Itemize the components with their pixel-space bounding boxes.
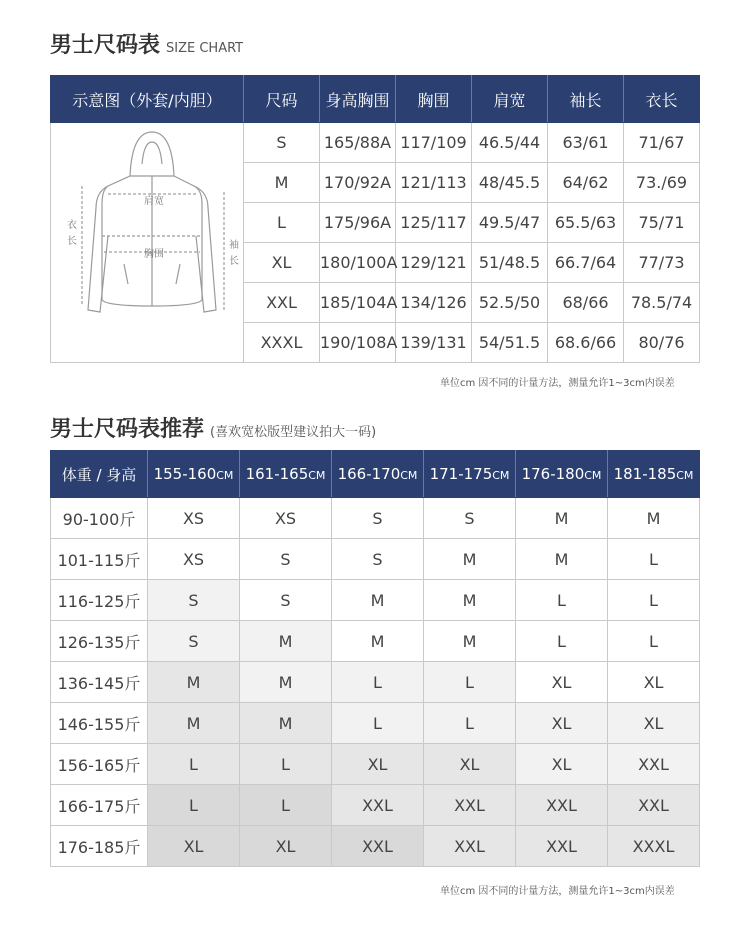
left-sleeve bbox=[88, 186, 108, 312]
measure-cell: 52.5/50 bbox=[472, 283, 548, 323]
size-recommend-cell: L bbox=[240, 785, 332, 826]
size-cell: XL bbox=[244, 243, 320, 283]
measure-cell: 54/51.5 bbox=[472, 323, 548, 363]
size-recommend-cell: XXL bbox=[516, 826, 608, 867]
size-recommend-cell: S bbox=[332, 539, 424, 580]
size-recommend-cell: L bbox=[332, 662, 424, 703]
recommend-title-text: 男士尺码表推荐 bbox=[50, 417, 205, 442]
size-chart-header-row bbox=[51, 76, 700, 123]
table-row bbox=[51, 744, 700, 785]
hood-outline bbox=[130, 132, 174, 176]
sleeve-label: 袖长 bbox=[229, 239, 239, 267]
measure-cell: 64/62 bbox=[548, 163, 624, 203]
size-recommend-cell: M bbox=[424, 621, 516, 662]
weight-cell: 136-145斤 bbox=[51, 662, 148, 703]
size-recommend-cell: L bbox=[424, 662, 516, 703]
weight-cell: 166-175斤 bbox=[51, 785, 148, 826]
weight-cell: 116-125斤 bbox=[51, 580, 148, 621]
size-recommend-cell: L bbox=[608, 621, 700, 662]
measure-cell: 48/45.5 bbox=[472, 163, 548, 203]
measure-cell: 170/92A bbox=[320, 163, 396, 203]
header-weight-height: 体重 / 身高 bbox=[51, 451, 148, 498]
measure-cell: 180/100A bbox=[320, 243, 396, 283]
shoulder-label: 肩宽 bbox=[144, 195, 164, 207]
size-recommend-cell: M bbox=[240, 662, 332, 703]
size-recommend-cell: XL bbox=[608, 662, 700, 703]
size-cell: XXXL bbox=[244, 323, 320, 363]
size-recommend-cell: L bbox=[332, 703, 424, 744]
size-recommend-cell: M bbox=[424, 580, 516, 621]
recommend-subtitle: (喜欢宽松版型建议拍大一码) bbox=[210, 425, 377, 440]
size-recommend-cell: M bbox=[148, 703, 240, 744]
weight-cell: 126-135斤 bbox=[51, 621, 148, 662]
size-cell: M bbox=[244, 163, 320, 203]
header-height-chest: 身高胸围 bbox=[320, 76, 396, 123]
height-header: 176-180CM bbox=[516, 451, 608, 498]
measure-cell: 190/108A bbox=[320, 323, 396, 363]
size-recommend-cell: S bbox=[240, 539, 332, 580]
height-header: 171-175CM bbox=[424, 451, 516, 498]
header-diagram: 示意图（外套/内胆） bbox=[51, 76, 244, 123]
measure-cell: 49.5/47 bbox=[472, 203, 548, 243]
header-shoulder: 肩宽 bbox=[472, 76, 548, 123]
hood-opening bbox=[142, 142, 162, 164]
measure-cell: 175/96A bbox=[320, 203, 396, 243]
measure-cell: 125/117 bbox=[396, 203, 472, 243]
size-recommend-cell: L bbox=[148, 785, 240, 826]
size-recommend-cell: XXL bbox=[516, 785, 608, 826]
size-recommend-cell: S bbox=[332, 498, 424, 539]
size-recommend-cell: M bbox=[332, 580, 424, 621]
measure-cell: 68.6/66 bbox=[548, 323, 624, 363]
right-sleeve bbox=[194, 186, 216, 312]
size-recommend-cell: M bbox=[516, 498, 608, 539]
measure-cell: 165/88A bbox=[320, 123, 396, 163]
size-chart-table bbox=[50, 75, 700, 363]
table-row bbox=[51, 498, 700, 539]
header-sleeve: 袖长 bbox=[548, 76, 624, 123]
weight-cell: 146-155斤 bbox=[51, 703, 148, 744]
table-row bbox=[51, 123, 700, 163]
size-recommend-cell: XS bbox=[148, 539, 240, 580]
size-recommend-cell: M bbox=[240, 621, 332, 662]
height-header: 166-170CM bbox=[332, 451, 424, 498]
height-header: 155-160CM bbox=[148, 451, 240, 498]
size-chart-note: 单位cm 因不同的计量方法，测量允许1~3cm内误差 bbox=[440, 378, 675, 389]
measure-cell: 77/73 bbox=[624, 243, 700, 283]
pocket-left bbox=[124, 264, 128, 284]
size-recommend-cell: M bbox=[516, 539, 608, 580]
table-row bbox=[51, 539, 700, 580]
weight-cell: 90-100斤 bbox=[51, 498, 148, 539]
size-recommend-cell: XXL bbox=[424, 826, 516, 867]
size-recommend-cell: M bbox=[424, 539, 516, 580]
measure-cell: 78.5/74 bbox=[624, 283, 700, 323]
table-row bbox=[51, 826, 700, 867]
measure-cell: 139/131 bbox=[396, 323, 472, 363]
header-length: 衣长 bbox=[624, 76, 700, 123]
size-recommend-cell: XXL bbox=[332, 785, 424, 826]
header-chest: 胸围 bbox=[396, 76, 472, 123]
weight-cell: 101-115斤 bbox=[51, 539, 148, 580]
size-recommend-cell: M bbox=[332, 621, 424, 662]
measure-cell: 134/126 bbox=[396, 283, 472, 323]
size-recommend-cell: XL bbox=[332, 744, 424, 785]
table-row bbox=[51, 662, 700, 703]
size-recommend-cell: S bbox=[148, 580, 240, 621]
size-recommend-cell: XL bbox=[608, 703, 700, 744]
size-cell: L bbox=[244, 203, 320, 243]
measure-cell: 68/66 bbox=[548, 283, 624, 323]
size-chart-title bbox=[50, 28, 243, 59]
size-recommend-cell: L bbox=[240, 744, 332, 785]
size-cell: S bbox=[244, 123, 320, 163]
size-recommend-cell: L bbox=[516, 580, 608, 621]
size-recommend-cell: XL bbox=[424, 744, 516, 785]
recommend-title bbox=[50, 412, 376, 443]
height-header: 181-185CM bbox=[608, 451, 700, 498]
table-row bbox=[51, 703, 700, 744]
size-cell: XXL bbox=[244, 283, 320, 323]
jacket-diagram-svg bbox=[52, 124, 242, 358]
size-recommend-cell: XL bbox=[516, 744, 608, 785]
length-label: 衣长 bbox=[67, 219, 77, 247]
measure-cell: 117/109 bbox=[396, 123, 472, 163]
size-recommend-cell: L bbox=[608, 580, 700, 621]
measure-cell: 65.5/63 bbox=[548, 203, 624, 243]
size-recommend-cell: S bbox=[148, 621, 240, 662]
size-recommend-cell: XXL bbox=[608, 785, 700, 826]
measure-cell: 121/113 bbox=[396, 163, 472, 203]
size-recommend-cell: S bbox=[424, 498, 516, 539]
size-recommend-cell: XL bbox=[516, 703, 608, 744]
size-recommend-cell: XL bbox=[240, 826, 332, 867]
size-recommend-cell: XS bbox=[148, 498, 240, 539]
table-row bbox=[51, 580, 700, 621]
measure-cell: 80/76 bbox=[624, 323, 700, 363]
header-size: 尺码 bbox=[244, 76, 320, 123]
table-row bbox=[51, 621, 700, 662]
measure-cell: 66.7/64 bbox=[548, 243, 624, 283]
size-recommend-cell: XXL bbox=[608, 744, 700, 785]
size-chart-subtitle: SIZE CHART bbox=[166, 41, 244, 56]
size-recommend-cell: XL bbox=[148, 826, 240, 867]
size-recommend-cell: L bbox=[516, 621, 608, 662]
size-recommend-cell: L bbox=[148, 744, 240, 785]
measure-cell: 46.5/44 bbox=[472, 123, 548, 163]
size-recommend-cell: L bbox=[424, 703, 516, 744]
measure-cell: 129/121 bbox=[396, 243, 472, 283]
size-recommend-cell: XXL bbox=[424, 785, 516, 826]
pocket-right bbox=[176, 264, 180, 284]
height-header: 161-165CM bbox=[240, 451, 332, 498]
size-recommend-cell: M bbox=[148, 662, 240, 703]
weight-cell: 156-165斤 bbox=[51, 744, 148, 785]
size-recommend-cell: M bbox=[608, 498, 700, 539]
table-row bbox=[51, 785, 700, 826]
recommend-note: 单位cm 因不同的计量方法，测量允许1~3cm内误差 bbox=[440, 886, 675, 897]
measure-cell: 73./69 bbox=[624, 163, 700, 203]
measure-cell: 75/71 bbox=[624, 203, 700, 243]
weight-cell: 176-185斤 bbox=[51, 826, 148, 867]
measure-cell: 71/67 bbox=[624, 123, 700, 163]
size-recommend-cell: XS bbox=[240, 498, 332, 539]
size-recommend-cell: XXL bbox=[332, 826, 424, 867]
size-recommend-cell: XXXL bbox=[608, 826, 700, 867]
recommend-table bbox=[50, 450, 700, 867]
measure-cell: 51/48.5 bbox=[472, 243, 548, 283]
measure-cell: 63/61 bbox=[548, 123, 624, 163]
jacket-diagram bbox=[51, 123, 244, 363]
size-recommend-cell: S bbox=[240, 580, 332, 621]
chest-label: 胸围 bbox=[144, 248, 164, 260]
recommend-header-row bbox=[51, 451, 700, 498]
size-recommend-cell: L bbox=[608, 539, 700, 580]
size-chart-title-text: 男士尺码表 bbox=[50, 33, 161, 58]
size-recommend-cell: M bbox=[240, 703, 332, 744]
size-recommend-cell: XL bbox=[516, 662, 608, 703]
measure-cell: 185/104A bbox=[320, 283, 396, 323]
